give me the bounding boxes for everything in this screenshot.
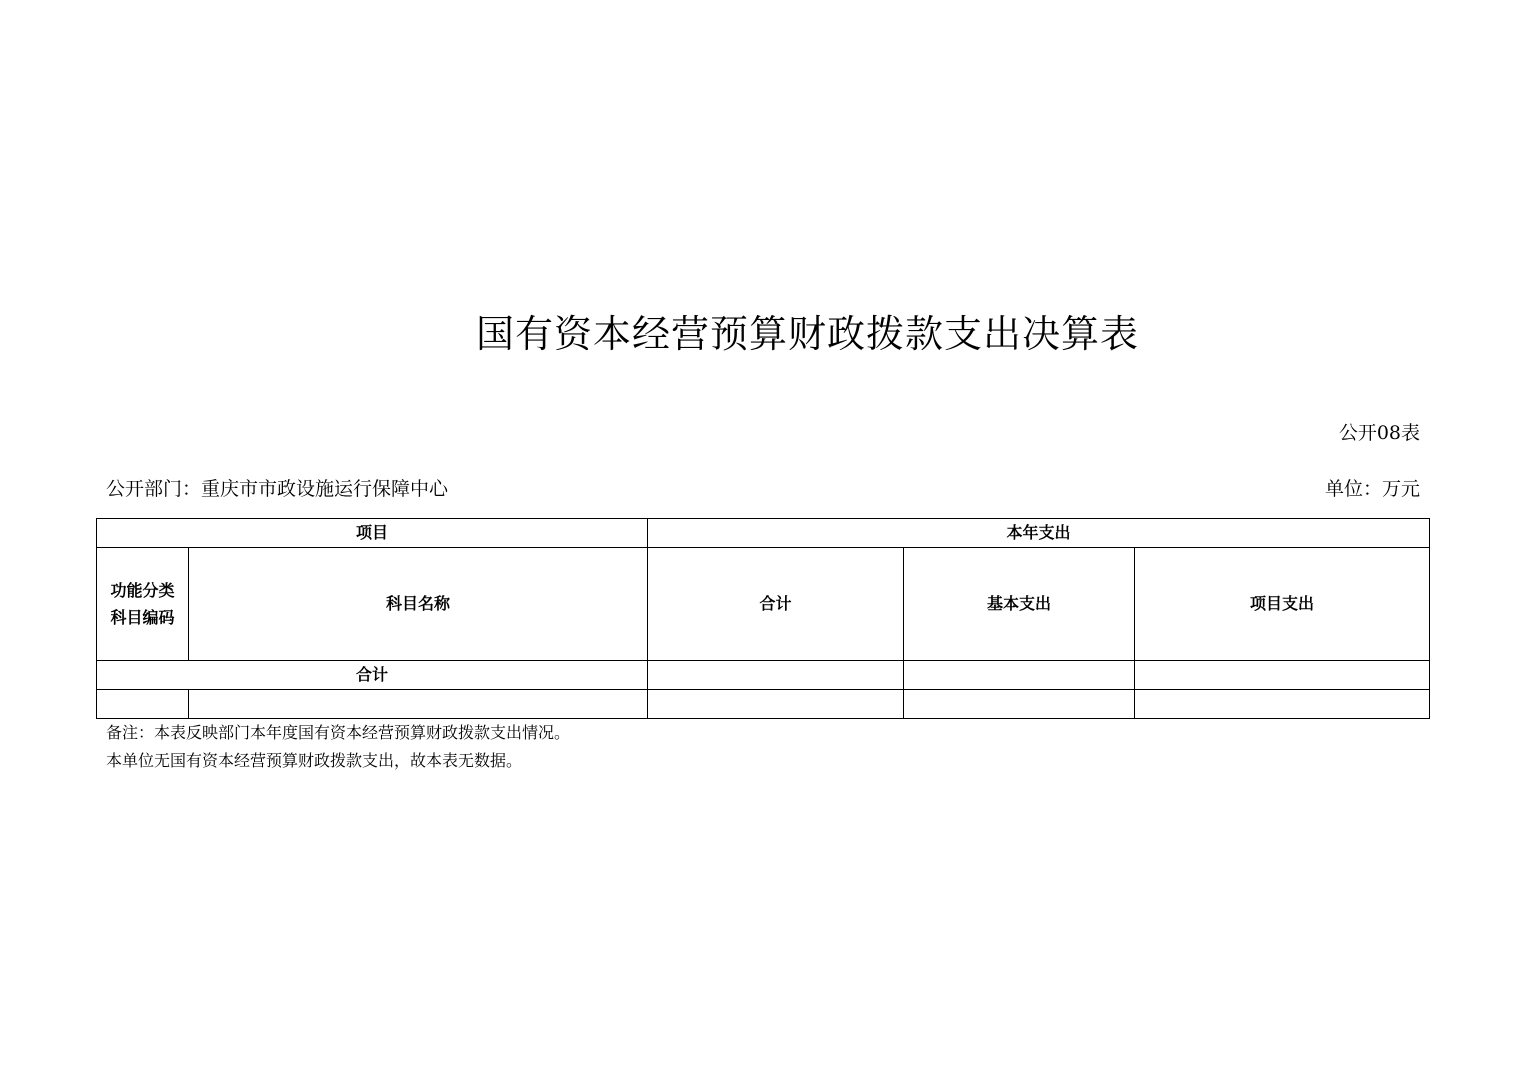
data-row-basic (904, 690, 1135, 719)
header-project-expenditure: 项目支出 (1135, 548, 1430, 661)
data-row-project (1135, 690, 1430, 719)
header-subject-name: 科目名称 (189, 548, 648, 661)
total-row-basic (904, 661, 1135, 690)
table-header-row-2 (97, 548, 1430, 661)
data-row-code (97, 690, 189, 719)
data-row-total (648, 690, 904, 719)
data-row-name (189, 690, 648, 719)
note-no-data: 本单位无国有资本经营预算财政拨款支出，故本表无数据。 (106, 751, 523, 770)
table-row (97, 690, 1430, 719)
header-current-year-expenditure: 本年支出 (648, 519, 1430, 548)
header-function-code (97, 548, 189, 661)
note-remark: 备注：本表反映部门本年度国有资本经营预算财政拨款支出情况。 (106, 723, 571, 742)
department-label: 公开部门：重庆市市政设施运行保障中心 (106, 478, 449, 500)
total-row-project (1135, 661, 1430, 690)
total-row-label: 合计 (97, 661, 648, 690)
unit-label: 单位：万元 (1324, 478, 1420, 500)
total-row (97, 661, 1430, 690)
total-row-total (648, 661, 904, 690)
header-function-code-line1: 功能分类 (110, 581, 175, 600)
header-total: 合计 (648, 548, 904, 661)
document-title: 国有资本经营预算财政拨款支出决算表 (475, 312, 1139, 356)
form-number: 公开08表 (1338, 422, 1420, 444)
table-header-row-1 (97, 519, 1430, 548)
header-basic-expenditure: 基本支出 (904, 548, 1135, 661)
expenditure-table (96, 518, 1430, 719)
header-item: 项目 (97, 519, 648, 548)
header-function-code-line2: 科目编码 (110, 608, 175, 627)
